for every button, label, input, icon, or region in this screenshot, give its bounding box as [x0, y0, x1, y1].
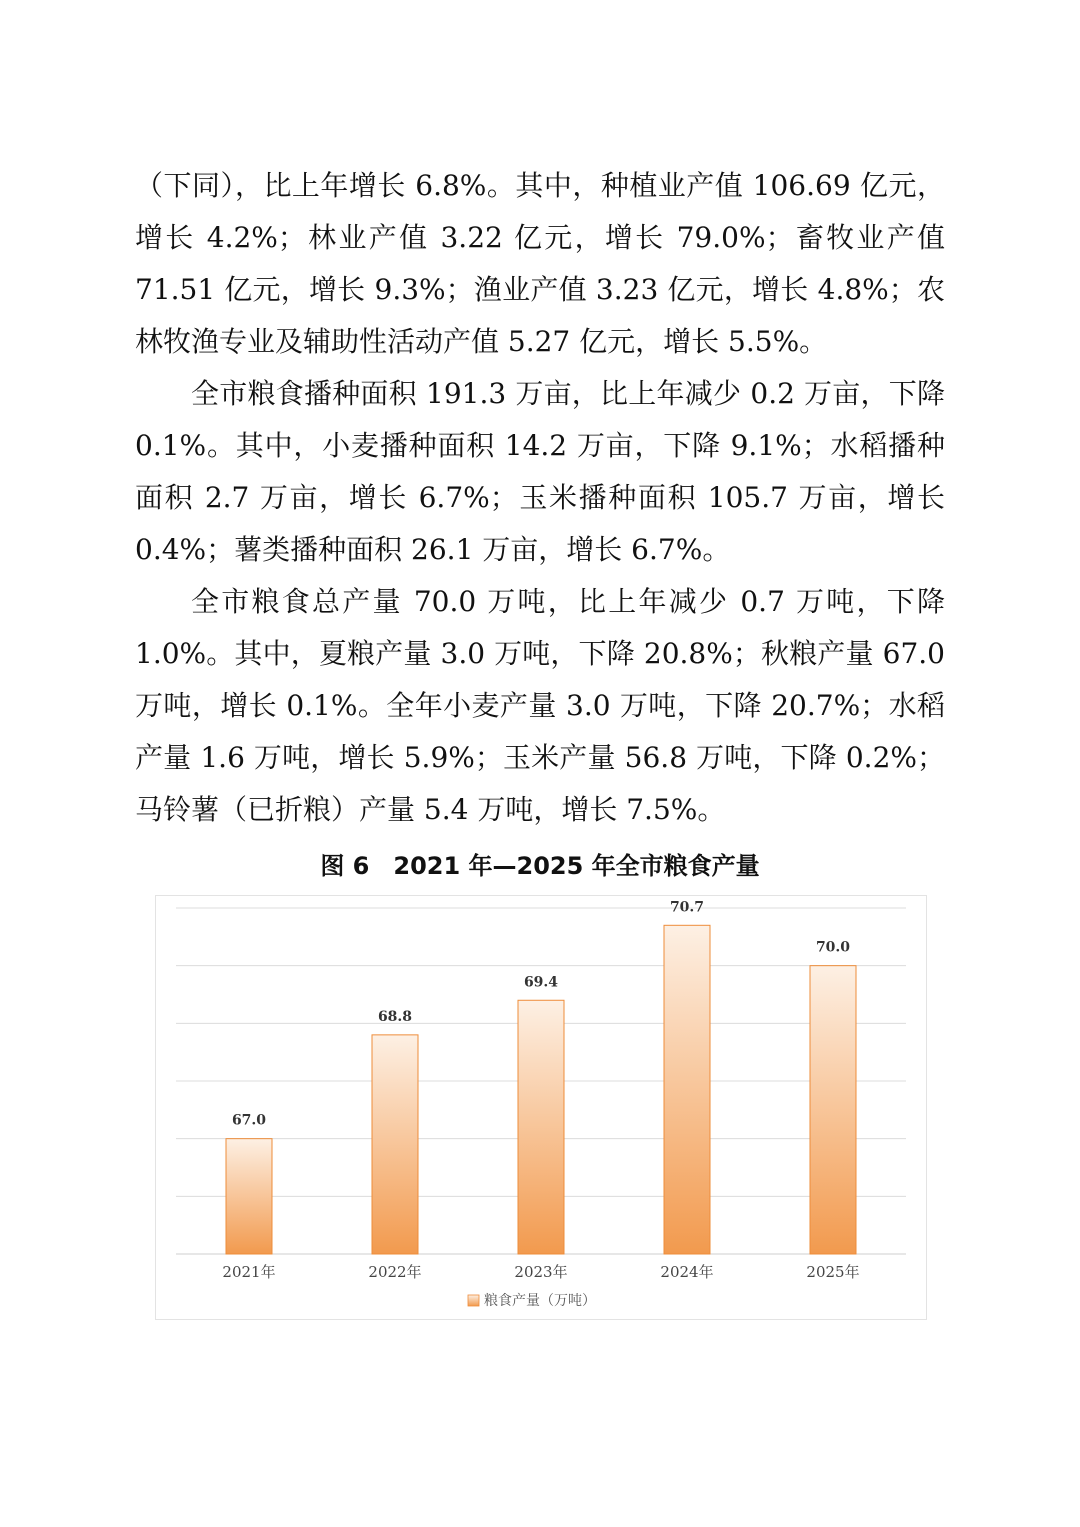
bar — [226, 1139, 272, 1254]
bar — [664, 925, 710, 1254]
x-tick-labels — [222, 1263, 859, 1281]
bar — [810, 966, 856, 1254]
figure-caption: 图 6 2021 年—2025 年全市粮食产量 — [320, 852, 760, 880]
bar — [518, 1000, 564, 1254]
legend-label: 粮食产量（万吨） — [484, 1293, 596, 1309]
paragraph-grain-output: 全市粮食总产量 70.0 万吨，比上年减少 0.7 万吨，下降 1.0%。其中，夏粮产量 3.0 万吨，下降 20.8%；秋粮产量 67.0 万吨，增长 0.1%。全年小麦产量 3.0 万吨，下降 20.7%；水稻产量 1.6 万吨，增长 5.9%；玉米产量 56.8 万吨，下降 0.2%；马铃薯（已折粮）产量 5.4 万吨，增长 7.5%。 — [135, 585, 945, 826]
data-label: 70.0 — [815, 939, 851, 956]
x-tick-label: 2025年 — [806, 1263, 860, 1281]
data-label: 69.4 — [523, 974, 559, 991]
paragraph-output-value: （下同），比上年增长 6.8%。其中，种植业产值 106.69 亿元，增长 4.2%；林业产值 3.22 亿元，增长 79.0%；畜牧业产值 71.51 亿元，增长 9.3%；渔业产值 3.23 亿元，增长 4.8%；农林牧渔专业及辅助性活动产值 5.27 亿元，增长 5.5%。 — [135, 169, 945, 358]
bar — [372, 1035, 418, 1254]
data-label: 68.8 — [377, 1008, 413, 1025]
x-tick-label: 2021年 — [222, 1263, 276, 1281]
data-label: 67.0 — [231, 1112, 267, 1129]
chart-svg — [156, 896, 926, 1319]
data-label: 70.7 — [669, 899, 705, 916]
paragraph-sown-area: 全市粮食播种面积 191.3 万亩，比上年减少 0.2 万亩，下降 0.1%。其中，小麦播种面积 14.2 万亩，下降 9.1%；水稻播种面积 2.7 万亩，增长 6.7%；玉米播种面积 105.7 万亩，增长 0.4%；薯类播种面积 26.1 万亩，增长 6.7%。 — [135, 377, 945, 566]
x-tick-label: 2022年 — [368, 1263, 422, 1281]
body-text — [135, 160, 945, 836]
grain-output-chart — [155, 895, 927, 1320]
legend — [468, 1292, 596, 1309]
x-tick-label: 2023年 — [514, 1263, 568, 1281]
legend-swatch — [468, 1295, 479, 1306]
x-tick-label: 2024年 — [660, 1263, 714, 1281]
